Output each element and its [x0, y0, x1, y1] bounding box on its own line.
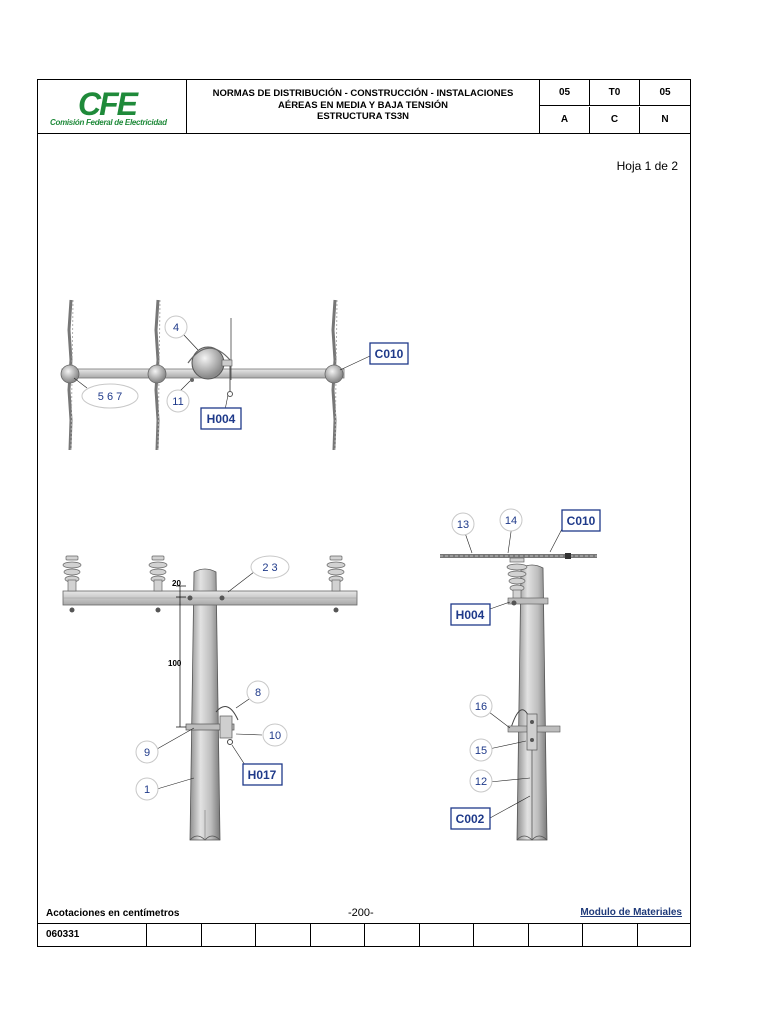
revision-row: [38, 924, 690, 946]
svg-text:4: 4: [172, 322, 180, 334]
svg-text:C010: C010: [374, 347, 404, 361]
title-block: [38, 80, 690, 134]
dim-100: 100: [168, 659, 182, 668]
title-line-1: NORMAS DE DISTRIBUCIÓN - CONSTRUCCIÓN - INSTALACIONES: [212, 88, 514, 99]
svg-text:8: 8: [254, 687, 262, 699]
code-grid: [540, 80, 690, 133]
svg-text:15: 15: [474, 745, 488, 757]
revision-cell: [38, 924, 147, 946]
title-line-3: ESTRUCTURA TS3N: [316, 111, 409, 122]
svg-text:14: 14: [504, 515, 518, 527]
revision-cell: [147, 924, 202, 946]
title-line-2: AÉREAS EN MEDIA Y BAJA TENSIÓN: [278, 99, 448, 111]
dimensions-note: Acotaciones en centímetros: [46, 908, 180, 919]
svg-text:H004: H004: [206, 412, 236, 426]
logo-mark: CFE: [78, 86, 136, 122]
code-cell: 05: [540, 80, 590, 106]
svg-text:H004: H004: [455, 608, 485, 622]
drawing-sheet: [37, 79, 691, 947]
sheet-number: Hoja 1 de 2: [616, 159, 678, 173]
code-cell: 05: [640, 80, 690, 106]
svg-text:12: 12: [474, 776, 488, 788]
code-cell: N: [661, 114, 669, 125]
svg-text:H017: H017: [247, 768, 277, 782]
revision-cell: [529, 924, 583, 946]
code-cell: A: [540, 107, 590, 133]
doc-code: 060331: [46, 929, 80, 940]
revision-cell: [311, 924, 365, 946]
svg-text:13: 13: [456, 519, 470, 531]
revision-cell: [420, 924, 474, 946]
svg-text:9: 9: [143, 747, 151, 759]
module-link[interactable]: Modulo de Materiales: [580, 907, 682, 918]
page-number: -200-: [348, 907, 374, 919]
svg-text:C002: C002: [455, 812, 485, 826]
revision-cell: [202, 924, 256, 946]
logo: [38, 80, 187, 133]
revision-cell: [256, 924, 311, 946]
svg-text:5 6 7: 5 6 7: [97, 391, 123, 403]
code-cell: C: [590, 107, 640, 133]
svg-text:10: 10: [268, 730, 282, 742]
revision-cell: [474, 924, 529, 946]
svg-text:C010: C010: [566, 514, 596, 528]
svg-text:16: 16: [474, 701, 488, 713]
svg-text:11: 11: [172, 396, 184, 408]
footer: [38, 902, 690, 924]
svg-text:1: 1: [143, 784, 151, 796]
document-title: [187, 80, 540, 133]
code-cell: T0: [590, 80, 640, 106]
svg-text:2 3: 2 3: [262, 562, 278, 574]
revision-cell: [583, 924, 638, 946]
dim-20: 20: [172, 579, 181, 588]
logo-tagline: Comisión Federal de Electricidad: [50, 118, 167, 127]
revision-cell: [365, 924, 420, 946]
